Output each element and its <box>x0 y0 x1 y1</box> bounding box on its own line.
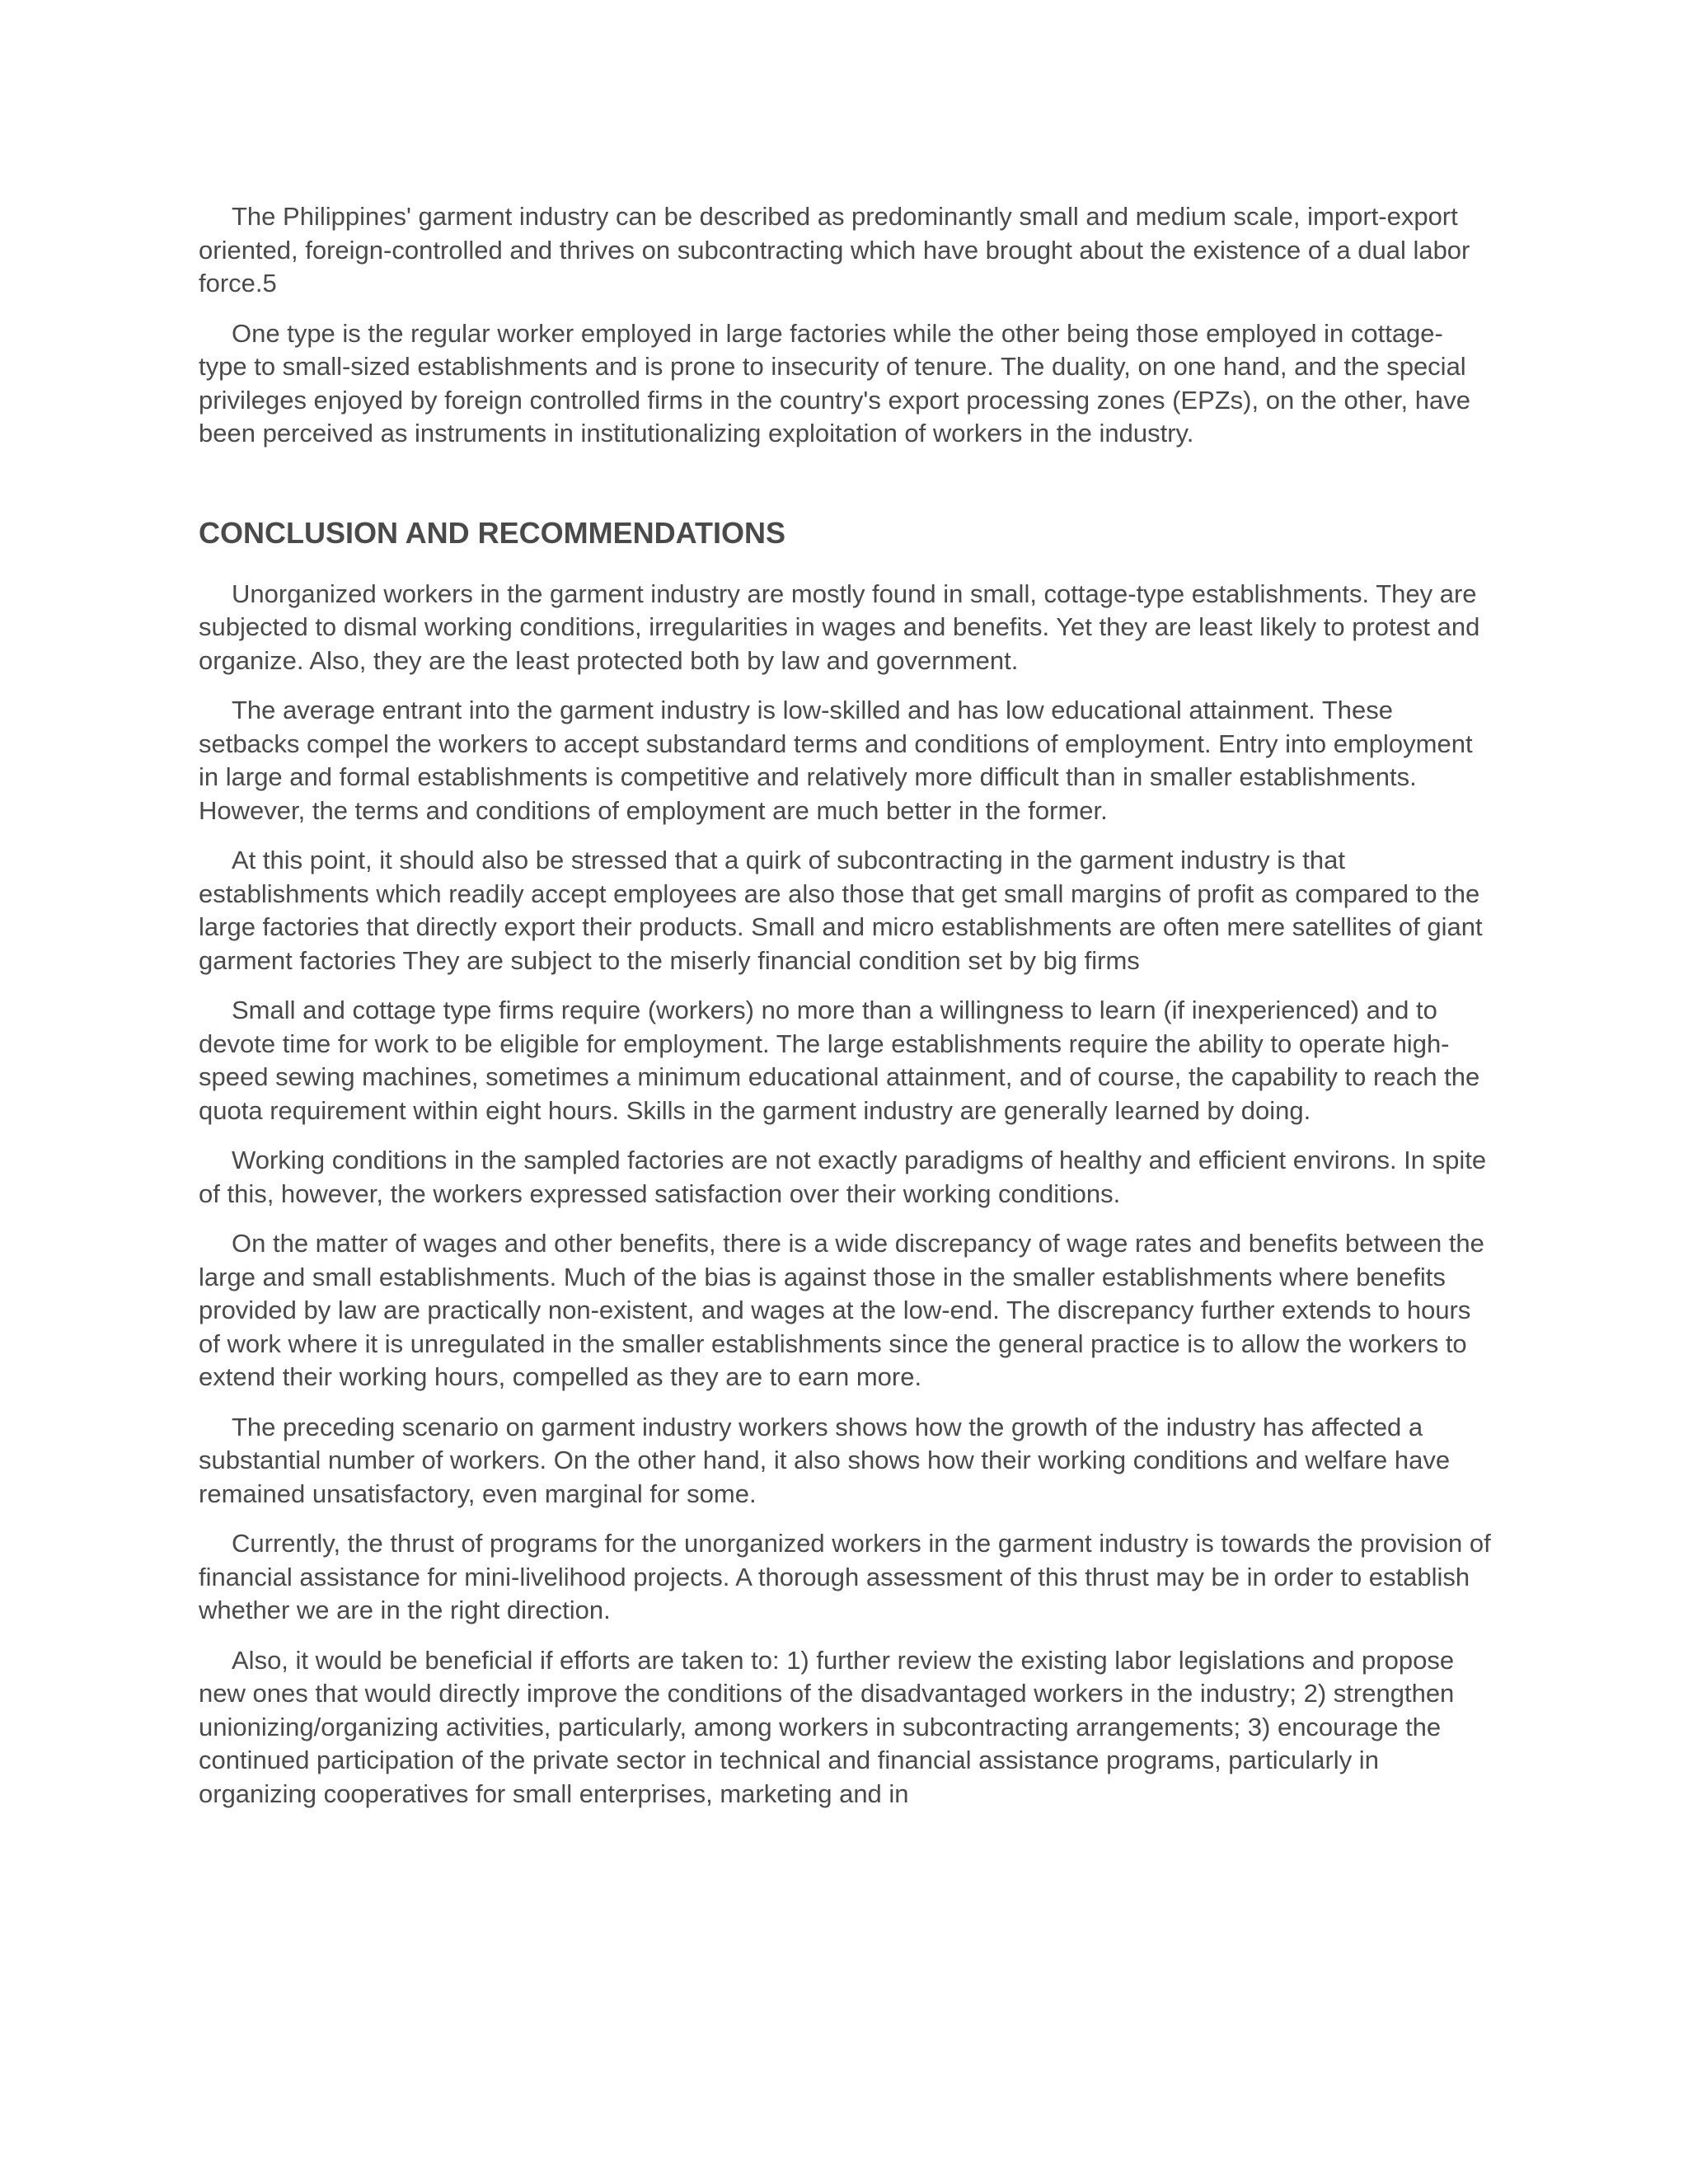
body-paragraph-1: Unorganized workers in the garment industry are mostly found in small, cottage-type establishments. They are subjected to dismal working conditions, irregularities in wages and benefits. Yet they are least likely to protest and organize. Also, they are the least protected both by law and government. <box>199 579 1480 675</box>
body-paragraph-2: The average entrant into the garment industry is low-skilled and has low educational attainment. These setbacks compel the workers to accept substandard terms and conditions of employment. Entry into employment in large and formal establishments is competitive and relatively more difficult than in smaller establishments. However, the terms and conditions of employment are much better in the former. <box>199 696 1473 825</box>
body-paragraph-5: Working conditions in the sampled factories are not exactly paradigms of healthy and efficient environs. In spite of this, however, the workers expressed satisfaction over their working conditions. <box>199 1146 1487 1208</box>
body-paragraph-8: Currently, the thrust of programs for the unorganized workers in the garment industry is towards the provision of financial assistance for mini-livelihood projects. A thorough assessment of this thrust may be in order to establish whether we are in the right direction. <box>199 1529 1491 1624</box>
intro-paragraph-1: The Philippines' garment industry can be described as predominantly small and medium scale, import-export oriented, foreign-controlled and thrives on subcontracting which have brought about the existence of a dual labor force.5 <box>199 202 1470 298</box>
document-page <box>199 200 1491 1827</box>
section-heading: CONCLUSION AND RECOMMENDATIONS <box>199 515 785 550</box>
intro-paragraph-2: One type is the regular worker employed in large factories while the other being those employed in cottage-type to small-sized establishments and is prone to insecurity of tenure. The duality, on one hand, and the special privileges enjoyed by foreign controlled firms in the country's export processing zones (EPZs), on the other, have been perceived as instruments in institutionalizing exploitation of workers in the industry. <box>199 318 1470 448</box>
body-paragraph-6: On the matter of wages and other benefits, there is a wide discrepancy of wage rates and benefits between the large and small establishments. Much of the bias is against those in the smaller establishments where benefits provided by law are practically non-existent, and wages at the low-end. The discrepancy further extends to hours of work where it is unregulated in the smaller establishments since the general practice is to allow the workers to extend their working hours, compelled as they are to earn more. <box>199 1229 1484 1391</box>
body-paragraph-4: Small and cottage type firms require (workers) no more than a willingness to learn (if inexperienced) and to devote time for work to be eligible for employment. The large establishments require the ability to operate high-speed sewing machines, sometimes a minimum educational attainment, and of course, the capability to reach the quota requirement within eight hours. Skills in the garment industry are generally learned by doing. <box>199 996 1480 1125</box>
body-paragraph-7: The preceding scenario on garment industry workers shows how the growth of the industry has affected a substantial number of workers. On the other hand, it also shows how their working conditions and welfare have remained unsatisfactory, even marginal for some. <box>199 1412 1451 1508</box>
body-paragraph-9: Also, it would be beneficial if efforts are taken to: 1) further review the existing labor legislations and propose new ones that would directly improve the conditions of the disadvantaged workers in the industry; 2) strengthen unionizing/organizing activities, particularly, among workers in subcontracting arrangements; 3) encourage the continued participation of the private sector in technical and financial assistance programs, particularly in organizing cooperatives for small enterprises, marketing and in <box>199 1645 1455 1808</box>
body-paragraph-3: At this point, it should also be stressed that a quirk of subcontracting in the garment industry is that establishments which readily accept employees are also those that get small margins of profit as compared to the large factories that directly export their products. Small and micro establishments are often mere satellites of giant garment factories They are subject to the miserly financial condition set by big firms <box>199 846 1483 975</box>
